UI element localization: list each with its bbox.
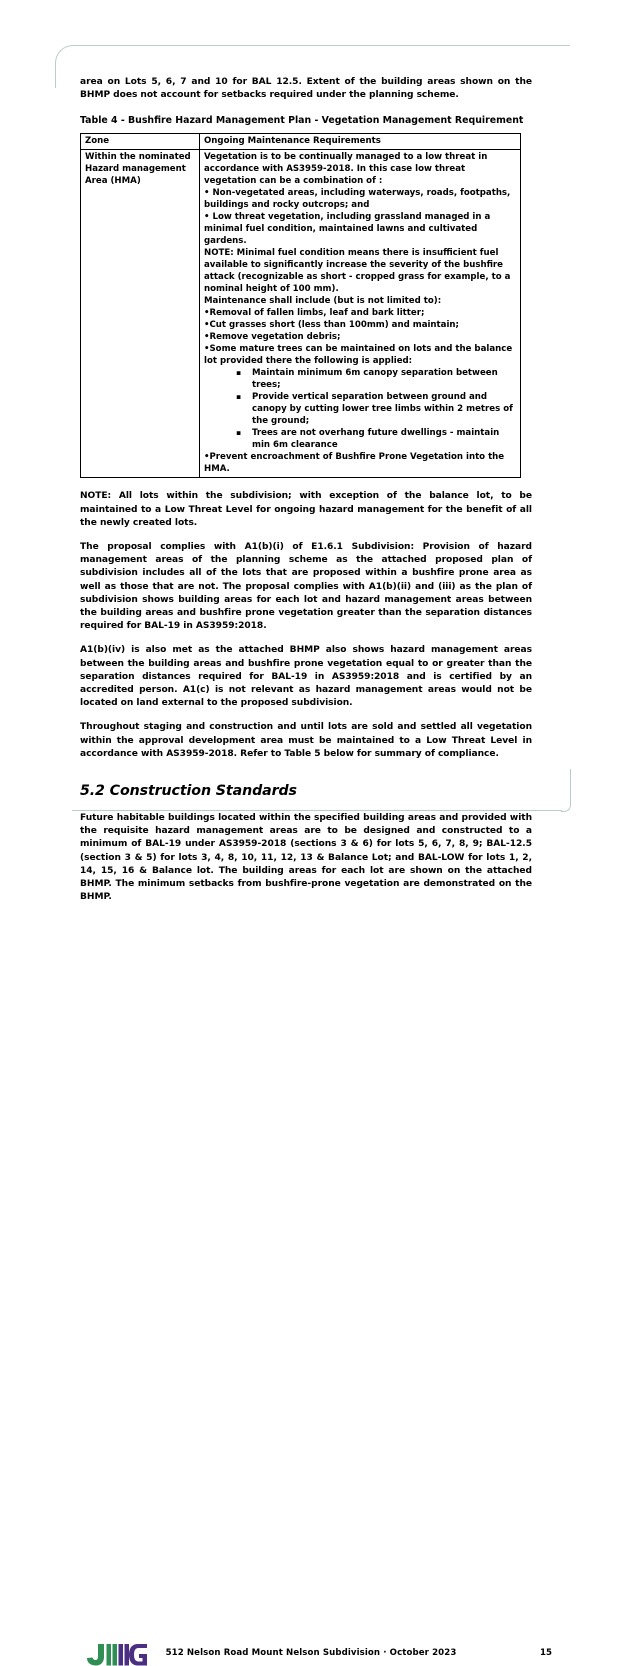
req-line-closing: •Prevent encroachment of Bushfire Prone Vegetation into the HMA. <box>204 452 505 475</box>
compliance-paragraph-1: The proposal complies with A1(b)(i) of E1.6.1 Subdivision: Provision of hazard management areas of the planning scheme as the attached proposed plan of subdivision includes all of the lots that are proposed within a bushfire prone area as well as those that are not. The proposal complies with A1(b)(ii) and (iii) as the plan of subdivision shows building areas for each lot and hazard management areas between the building areas and bushfire prone vegetation greater than the separation distances required for BAL-19 in AS3959:2018. <box>80 542 532 632</box>
footer-center-text: 512 Nelson Road Mount Nelson Subdivision · October 2023 <box>165 1648 457 1658</box>
table-header-row <box>81 134 521 150</box>
req-line-3: NOTE: Minimal fuel condition means there is insufficient fuel available to significantly increase the severity of the bushfire attack (recognizable as short - cropped grass for example, to a nominal height of 100 mm). <box>204 248 511 295</box>
table-row <box>81 150 521 478</box>
note-paragraph: NOTE: All lots within the subdivision; with exception of the balance lot, to be maintained to a Low Threat Level for ongoing hazard management for the benefit of all the newly created lots. <box>80 491 532 528</box>
req-line-1: • Non-vegetated areas, including waterways, roads, footpaths, buildings and rocky outcrops; and <box>204 188 511 211</box>
sub-bullet-0: ▪ Maintain minimum 6m canopy separation between trees; <box>250 367 516 391</box>
sub-bullet-1: ▪ Provide vertical separation between ground and canopy by cutting lower tree limbs within 2 metres of the ground; <box>250 391 516 427</box>
compliance-paragraph-2: A1(b)(iv) is also met as the attached BHMP also shows hazard management areas between the building areas and bushfire prone vegetation equal to or greater than the separation distances required for BAL-19 in AS3959:2018 and is certified by an accredited person. A1(c) is not relevant as hazard management areas would not be located on land external to the proposed subdivision. <box>80 645 532 709</box>
footer-page-number: 15 <box>540 1648 552 1658</box>
frame-bottom-right-corner <box>561 769 571 812</box>
intro-paragraph: area on Lots 5, 6, 7 and 10 for BAL 12.5. Extent of the building areas shown on the BHMP does not account for setbacks required under the planning scheme. <box>80 77 532 101</box>
req-line-0: Vegetation is to be continually managed to a low threat in accordance with AS3959-2018. In this case low threat vegetation can be a combination of : <box>204 152 488 187</box>
header-cell-requirements: Ongoing Maintenance Requirements <box>200 134 521 150</box>
req-line-8: •Some mature trees can be maintained on lots and the balance lot provided there the following is applied: <box>204 344 513 367</box>
section-heading-5-2: 5.2 Construction Standards <box>80 783 297 800</box>
table-caption: Table 4 - Bushfire Hazard Management Plan - Vegetation Management Requirement <box>80 115 524 127</box>
req-line-4: Maintenance shall include (but is not limited to): <box>204 296 442 307</box>
header-cell-zone: Zone <box>81 134 200 150</box>
req-line-7: •Remove vegetation debris; <box>204 332 341 343</box>
construction-standards-paragraph: Future habitable buildings located within the specified building areas and provided with the requisite hazard management areas are to be designed and constructed to a minimum of BAL-19 under AS3959-2018 (sections 3 & 6) for lots 5, 6, 7, 8, 9; BAL-12.5 (section 3 & 5) for lots 3, 4, 8, 10, 11, 12, 13 & Balance Lot; and BAL-LOW for lots 1, 2, 14, 15, 16 & Balance lot. The building areas for each lot are shown on the attached BHMP. The minimum setbacks from bushfire-prone vegetation are demonstrated on the BHMP. <box>80 813 532 903</box>
req-line-5: •Removal of fallen limbs, leaf and bark litter; <box>204 308 425 319</box>
cell-requirements-hma <box>200 150 521 478</box>
sub-bullet-2: ▪ Trees are not overhang future dwellings - maintain min 6m clearance <box>250 427 516 451</box>
staging-paragraph: Throughout staging and construction and until lots are sold and settled all vegetation within the approval development area must be maintained to a Low Threat Level in accordance with AS3959-2018. Refer to Table 5 below for summary of compliance. <box>80 722 532 759</box>
frame-top-line <box>72 45 570 46</box>
cell-zone-hma: Within the nominated Hazard management Area (HMA) <box>81 150 200 478</box>
frame-top-left-corner <box>55 45 76 88</box>
req-line-6: •Cut grasses short (less than 100mm) and maintain; <box>204 320 459 331</box>
document-content <box>80 76 532 915</box>
sub-bullet-list <box>204 367 516 451</box>
vegetation-management-table <box>80 133 521 478</box>
req-line-2: • Low threat vegetation, including grassland managed in a minimal fuel condition, maintained lawns and cultivated gardens. <box>204 212 491 247</box>
